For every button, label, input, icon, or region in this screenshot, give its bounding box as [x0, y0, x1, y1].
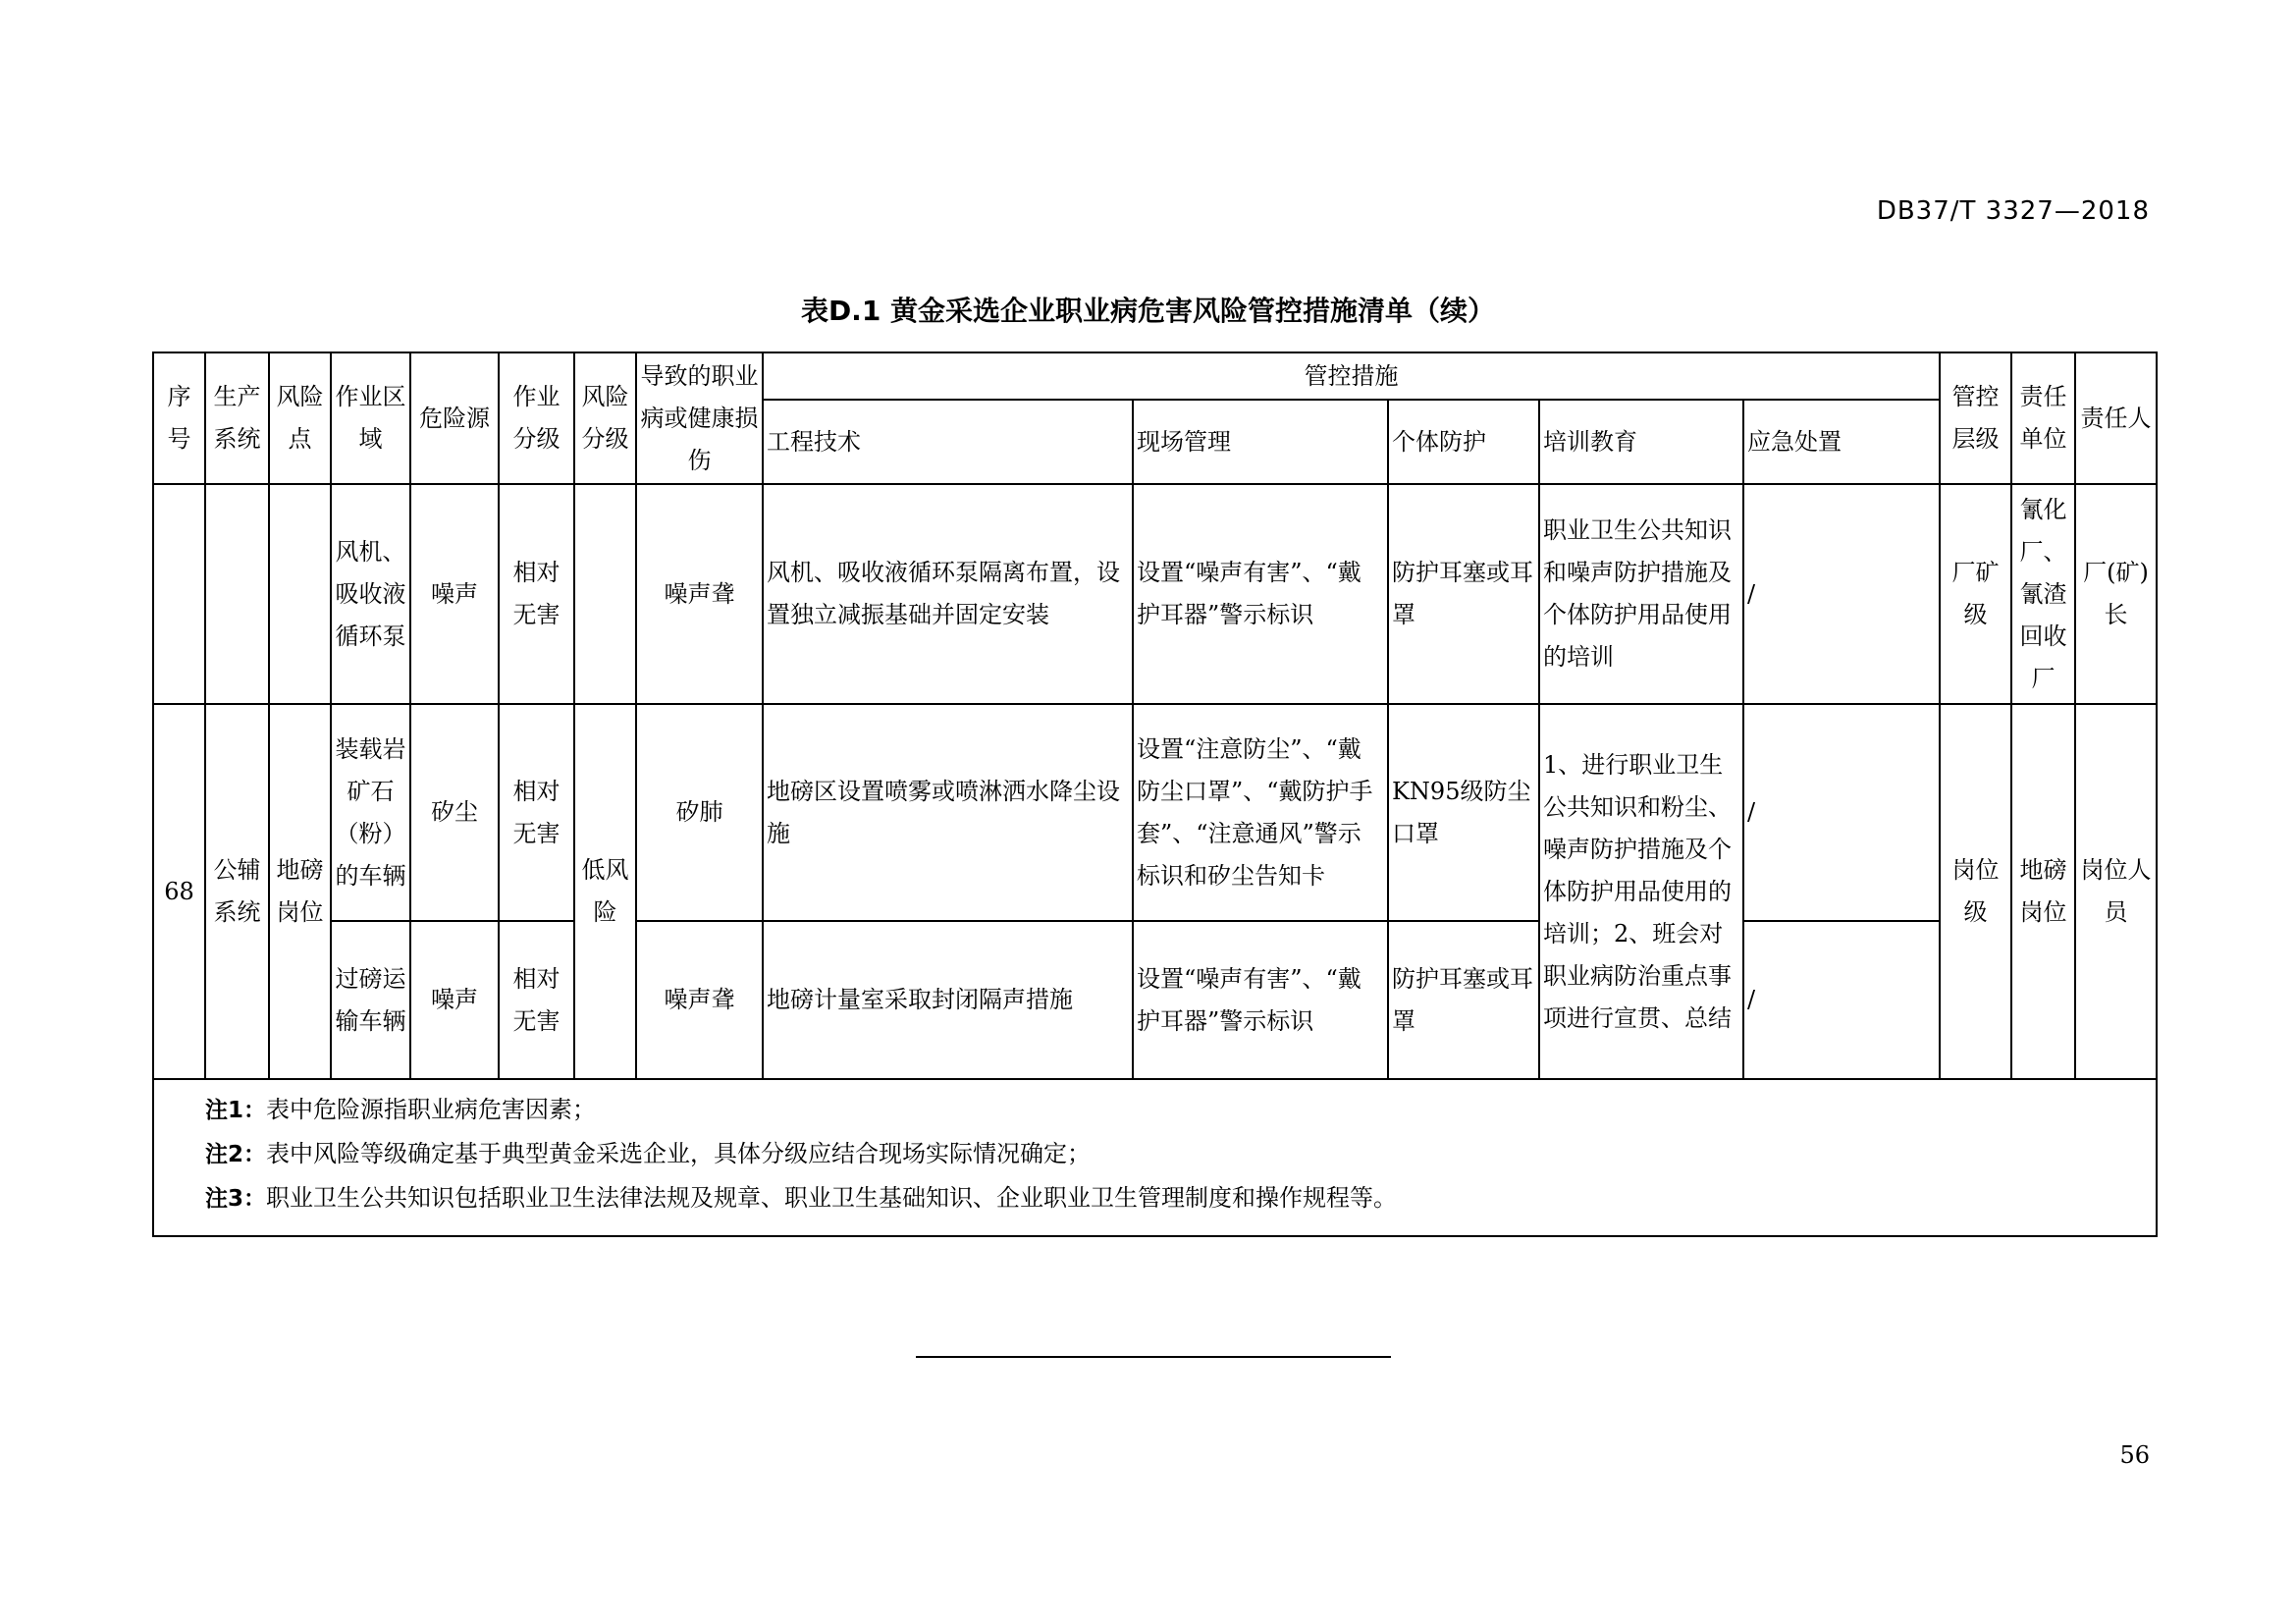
risk-point-cell [269, 484, 331, 704]
table-row [153, 704, 2157, 921]
risk-point-cell: 地磅岗位 [269, 704, 331, 1079]
hazard-cell: 矽尘 [410, 704, 499, 921]
emergency-cell [1743, 921, 1940, 1079]
col-header-seq: 序号 [153, 352, 205, 484]
note-3-tag: 注3： [205, 1186, 267, 1212]
table-row [153, 484, 2157, 704]
seq-cell: 68 [153, 704, 205, 1079]
emergency-value: / [1747, 798, 1756, 826]
system-cell: 公辅系统 [205, 704, 269, 1079]
document-code: DB37/T 3327—2018 [1876, 196, 2150, 226]
page-number: 56 [2119, 1441, 2150, 1469]
hazard-cell: 噪声 [410, 921, 499, 1079]
col-header-person: 责任人 [2075, 352, 2157, 484]
site-cell: 设置“噪声有害”、“戴护耳器”警示标识 [1133, 484, 1388, 704]
table-title: 表D.1 黄金采选企业职业病危害风险管控措施清单（续） [800, 295, 1496, 327]
engineering-cell: 风机、吸收液循环泵隔离布置，设置独立减振基础并固定安装 [763, 484, 1133, 704]
engineering-cell: 地磅计量室采取封闭隔声措施 [763, 921, 1133, 1079]
note-3 [205, 1176, 2156, 1220]
col-header-site: 现场管理 [1133, 400, 1388, 484]
ppe-cell: 防护耳塞或耳罩 [1388, 921, 1539, 1079]
notes-row [153, 1079, 2157, 1236]
training-cell: 1、进行职业卫生公共知识和粉尘、噪声防护措施及个体防护用品使用的培训；2、班会对职业病防治重点事项进行宣贯、总结 [1539, 704, 1743, 1079]
note-1 [205, 1088, 2156, 1132]
area-cell: 风机、吸收液循环泵 [331, 484, 410, 704]
note-3-text: 职业卫生公共知识包括职业卫生法律法规及规章、职业卫生基础知识、企业职业卫生管理制度和操作规程等。 [266, 1184, 1398, 1212]
emergency-cell [1743, 484, 1940, 704]
col-header-work-level: 作业分级 [499, 352, 574, 484]
person-cell: 岗位人员 [2075, 704, 2157, 1079]
hazard-cell: 噪声 [410, 484, 499, 704]
seq-cell [153, 484, 205, 704]
ppe-cell: 防护耳塞或耳罩 [1388, 484, 1539, 704]
col-header-disease: 导致的职业病或健康损伤 [636, 352, 763, 484]
disease-cell: 噪声聋 [636, 921, 763, 1079]
control-level-cell: 岗位级 [1940, 704, 2011, 1079]
col-header-ppe: 个体防护 [1388, 400, 1539, 484]
emergency-value: / [1747, 579, 1756, 608]
notes-cell [153, 1079, 2157, 1236]
note-1-tag: 注1： [205, 1098, 267, 1123]
work-level-cell: 相对无害 [499, 921, 574, 1079]
note-2-tag: 注2： [205, 1142, 267, 1167]
unit-cell: 地磅岗位 [2011, 704, 2075, 1079]
col-header-system: 生产系统 [205, 352, 269, 484]
unit-cell: 氰化厂、氰渣回收厂 [2011, 484, 2075, 704]
col-header-area: 作业区域 [331, 352, 410, 484]
col-header-engineering: 工程技术 [763, 400, 1133, 484]
engineering-cell: 地磅区设置喷雾或喷淋洒水降尘设施 [763, 704, 1133, 921]
site-cell: 设置“注意防尘”、“戴防尘口罩”、“戴防护手套”、“注意通风”警示标识和矽尘告知卡 [1133, 704, 1388, 921]
col-header-training: 培训教育 [1539, 400, 1743, 484]
note-2 [205, 1132, 2156, 1176]
ppe-cell: KN95级防尘口罩 [1388, 704, 1539, 921]
person-cell: 厂(矿)长 [2075, 484, 2157, 704]
risk-level-cell [574, 484, 636, 704]
system-cell [205, 484, 269, 704]
col-header-risk-point: 风险点 [269, 352, 331, 484]
work-level-cell: 相对无害 [499, 484, 574, 704]
end-rule [916, 1356, 1391, 1358]
note-1-text: 表中危险源指职业病危害因素； [266, 1096, 597, 1123]
emergency-value: / [1747, 986, 1756, 1013]
area-cell: 过磅运输车辆 [331, 921, 410, 1079]
risk-level-cell: 低风险 [574, 704, 636, 1079]
work-level-cell: 相对无害 [499, 704, 574, 921]
col-header-measures: 管控措施 [763, 352, 1940, 400]
disease-cell: 矽肺 [636, 704, 763, 921]
header-row-1 [153, 352, 2157, 400]
col-header-risk-level: 风险分级 [574, 352, 636, 484]
training-cell: 职业卫生公共知识和噪声防护措施及个体防护用品使用的培训 [1539, 484, 1743, 704]
col-header-hazard: 危险源 [410, 352, 499, 484]
table-row [153, 921, 2157, 1079]
area-cell: 装载岩矿石（粉）的车辆 [331, 704, 410, 921]
note-2-text: 表中风险等级确定基于典型黄金采选企业，具体分级应结合现场实际情况确定； [266, 1140, 1092, 1167]
col-header-unit: 责任单位 [2011, 352, 2075, 484]
risk-control-table [152, 352, 2158, 1237]
col-header-control-level: 管控层级 [1940, 352, 2011, 484]
site-cell: 设置“噪声有害”、“戴护耳器”警示标识 [1133, 921, 1388, 1079]
emergency-cell [1743, 704, 1940, 921]
col-header-emergency: 应急处置 [1743, 400, 1940, 484]
disease-cell: 噪声聋 [636, 484, 763, 704]
control-level-cell: 厂矿级 [1940, 484, 2011, 704]
